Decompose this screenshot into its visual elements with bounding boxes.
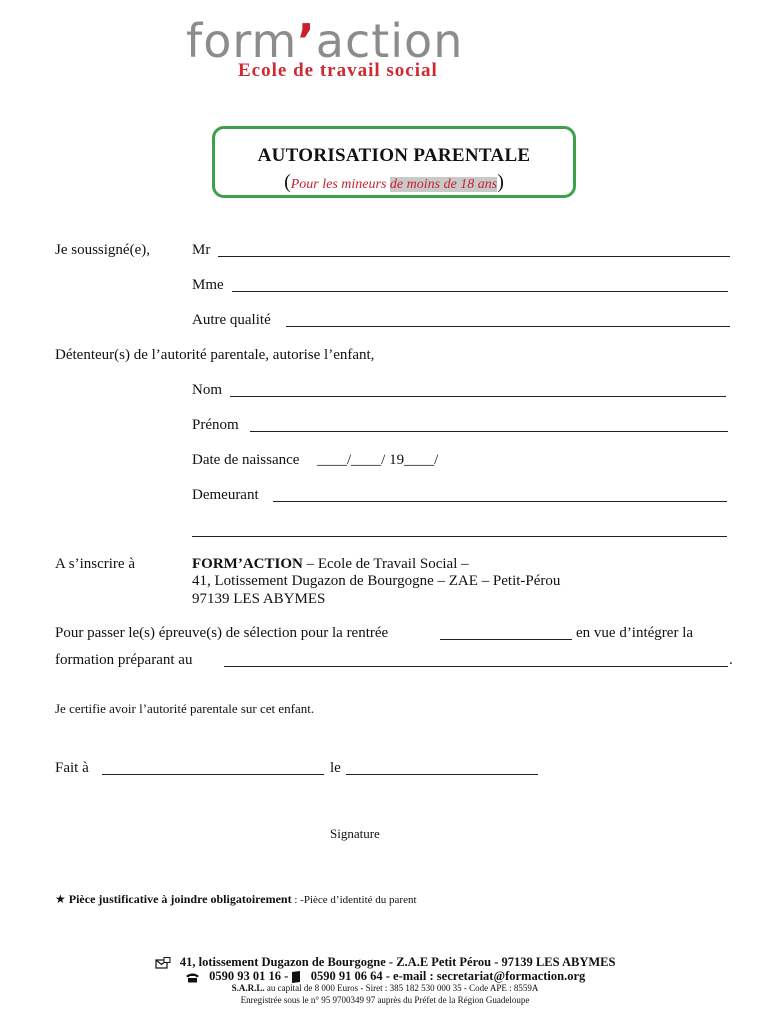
org-address: 41, Lotissement Dugazon de Bourgogne – ZAE – Petit-Pérou — [192, 573, 561, 589]
org-city: 97139 LES ABYMES — [192, 591, 326, 607]
prenom-label: Prénom — [192, 417, 239, 433]
signature-label: Signature — [330, 826, 380, 841]
close-paren: ) — [497, 171, 504, 193]
date-field[interactable] — [346, 774, 538, 775]
rentree-field[interactable] — [440, 639, 572, 640]
footer-sep: - — [280, 969, 292, 983]
mr-label: Mr — [192, 242, 211, 258]
date-naissance-label: Date de naissance — [192, 452, 300, 468]
footer-phone-line — [0, 969, 770, 984]
nom-label: Nom — [192, 382, 222, 398]
org-line — [192, 555, 469, 573]
footer-registered: Enregistrée sous le n° 95 9700349 97 auprès du Préfet de la Région Guadeloupe — [240, 995, 530, 1005]
soussigne-label: Je soussigné(e), — [55, 242, 150, 258]
mme-field[interactable] — [232, 291, 728, 292]
integrer-text: en vue d’intégrer la — [576, 625, 694, 641]
org-name: FORM’ACTION — [192, 556, 303, 572]
piece-rest: : -Pièce d’identité du parent — [291, 894, 417, 906]
footer-address: 41, lotissement Dugazon de Bourgogne - Z.A.E Petit Pérou - 97139 LES ABYMES — [179, 955, 616, 969]
logo-apostrophe: ’ — [297, 14, 316, 68]
mr-field[interactable] — [218, 256, 730, 257]
footer-address-line — [0, 955, 770, 970]
footer-phone: 0590 93 01 16 — [209, 969, 281, 983]
inscrire-label: A s’inscrire à — [55, 556, 135, 572]
document-title: AUTORISATION PARENTALE — [257, 145, 531, 166]
prenom-field[interactable] — [250, 431, 728, 432]
formation-label: formation préparant au — [55, 652, 193, 668]
detenteur-text: Détenteur(s) de l’autorité parentale, autorise l’enfant, — [55, 347, 375, 363]
open-paren: ( — [284, 171, 291, 193]
autre-qualite-label: Autre qualité — [192, 312, 271, 328]
le-label: le — [330, 760, 341, 776]
title-box — [212, 126, 576, 198]
logo-tagline: Ecole de travail social — [238, 60, 438, 81]
footer-capital: au capital de 8 000 Euros - Siret : 385 182 530 000 35 - Code APE : 8559A — [264, 983, 539, 993]
logo-word-end: action — [315, 14, 464, 68]
formation-end: . — [729, 652, 733, 668]
passer-text: Pour passer le(s) épreuve(s) de sélection pour la rentrée — [55, 625, 389, 641]
autre-qualite-field[interactable] — [286, 326, 730, 327]
date-naissance-field[interactable]: ____/____/ 19____/ — [317, 452, 439, 468]
demeurant-field-2[interactable] — [192, 536, 727, 537]
nom-field[interactable] — [230, 396, 726, 397]
fait-field[interactable] — [102, 774, 324, 775]
star-icon: ★ — [55, 892, 66, 906]
piece-justificative — [55, 892, 417, 907]
phone-icon — [185, 972, 200, 983]
logo — [186, 14, 464, 68]
fax-icon — [291, 971, 301, 983]
certifie-text: Je certifie avoir l’autorité parentale sur cet enfant. — [55, 701, 315, 716]
demeurant-label: Demeurant — [192, 487, 259, 503]
footer-fax-email: 0590 91 06 64 - e-mail : secretariat@formaction.org — [310, 969, 586, 983]
formation-field[interactable] — [224, 666, 728, 667]
subtitle-text: Pour les mineurs — [290, 177, 390, 192]
logo-word-start: form — [186, 14, 298, 68]
subtitle-highlight: de moins de 18 ans — [389, 177, 498, 192]
footer-sarl-line — [0, 983, 770, 993]
org-rest: – Ecole de Travail Social – — [302, 556, 469, 572]
fait-label: Fait à — [55, 760, 89, 776]
footer-sarl: S.A.R.L. — [231, 983, 265, 993]
demeurant-field[interactable] — [273, 501, 727, 502]
document-subtitle — [215, 171, 573, 194]
mme-label: Mme — [192, 277, 224, 293]
piece-bold: Pièce justificative à joindre obligatoirement — [68, 892, 292, 906]
envelope-icon — [155, 957, 171, 969]
